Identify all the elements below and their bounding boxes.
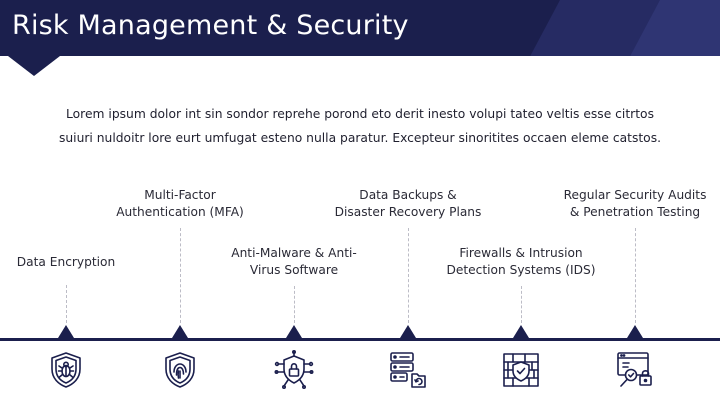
shield-fingerprint-icon <box>160 350 200 390</box>
step-label-line: Data Encryption <box>16 255 116 269</box>
intro-paragraph <box>50 102 670 150</box>
step-label-line: Virus Software <box>249 263 339 277</box>
header-notch <box>8 56 60 76</box>
step-label-line: Regular Security Audits <box>563 188 707 202</box>
step-label-line: Data Backups & <box>359 188 457 202</box>
header-bar <box>0 0 720 56</box>
step-label-line: Multi-Factor <box>144 188 216 202</box>
step-label-line: Firewalls & Intrusion <box>459 246 583 260</box>
timeline-marker <box>286 325 302 338</box>
connector-line <box>294 286 295 323</box>
server-backup-icon <box>388 350 428 390</box>
firewall-shield-icon <box>501 350 541 390</box>
step-label-data-encryption <box>17 254 115 271</box>
connector-line <box>66 285 67 323</box>
step-label-line: Authentication (MFA) <box>116 205 244 219</box>
step-label-anti-malware <box>231 245 357 279</box>
browser-audit-lock-icon <box>615 350 655 390</box>
step-label-line: Disaster Recovery Plans <box>334 205 482 219</box>
step-label-mfa <box>116 187 244 221</box>
step-label-line: Anti-Malware & Anti- <box>231 246 357 260</box>
timeline-marker <box>58 325 74 338</box>
timeline-marker <box>627 325 643 338</box>
connector-line <box>408 228 409 323</box>
connector-line <box>635 228 636 323</box>
timeline-marker <box>172 325 188 338</box>
intro-line-1: Lorem ipsum dolor int sin sondor reprehe porond eto derit inesto volupi tateo veltis esse citrtos <box>66 107 654 121</box>
intro-line-2: suiuri nuldoitr lore eurt umfugat esteno nulla paratur. Excepteur sinoritites occaen eleme catstos. <box>58 131 662 145</box>
step-label-line: Detection Systems (IDS) <box>446 263 596 277</box>
connector-line <box>180 228 181 323</box>
page-title: Risk Management & Security <box>12 10 409 41</box>
step-label-security-audits <box>564 187 707 221</box>
circuit-lock-icon <box>274 350 314 390</box>
timeline-marker <box>513 325 529 338</box>
step-label-line: & Penetration Testing <box>569 205 701 219</box>
connector-line <box>521 286 522 323</box>
step-label-data-backups <box>335 187 482 221</box>
shield-bug-icon <box>46 350 86 390</box>
timeline-marker <box>400 325 416 338</box>
step-label-firewalls <box>447 245 596 279</box>
timeline-bar <box>0 338 720 341</box>
